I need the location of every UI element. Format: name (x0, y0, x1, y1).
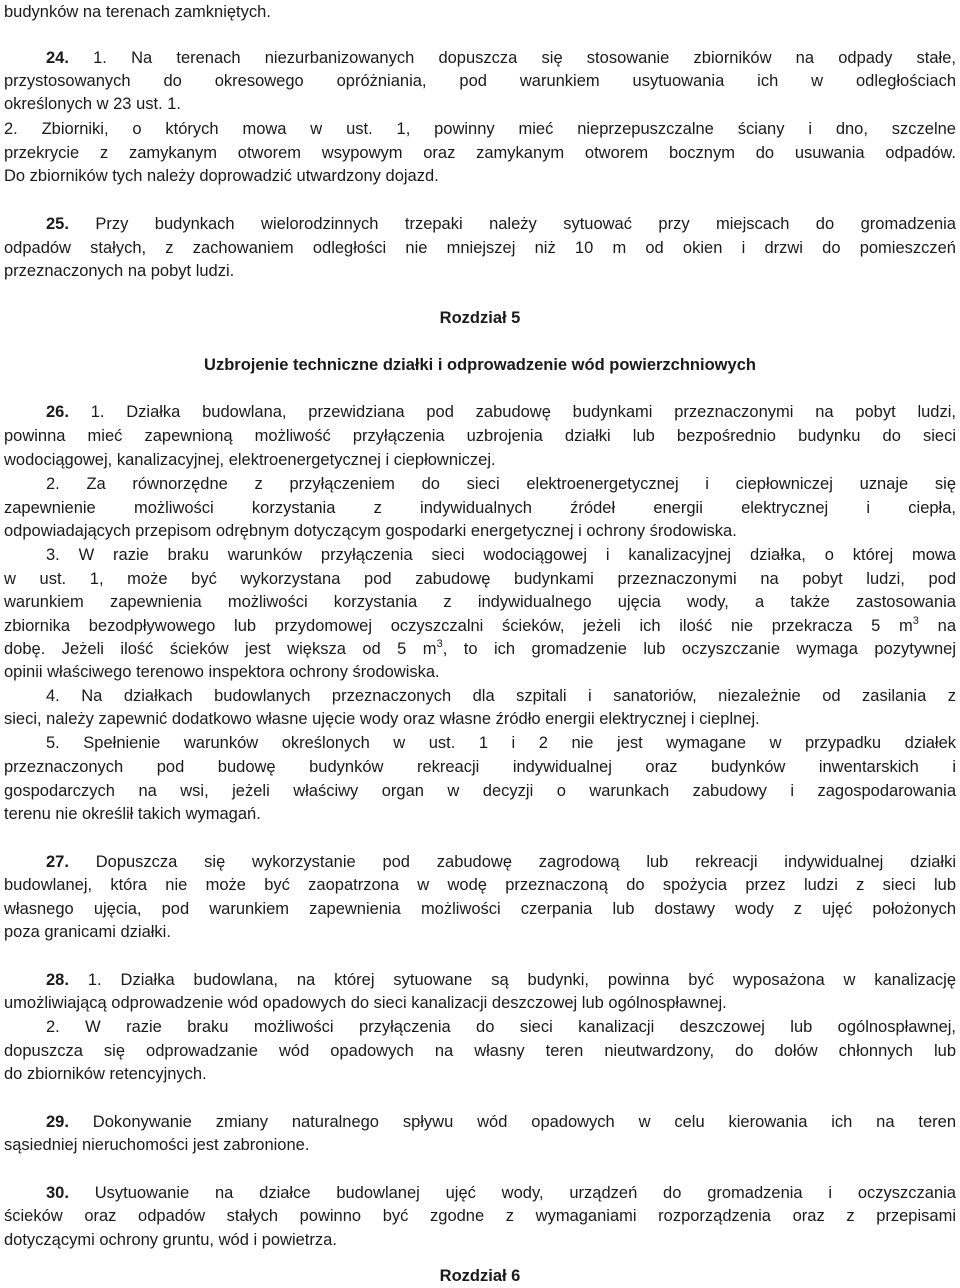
paragraph-26-4-line: 4. Na działkach budowlanych przeznaczonych dla szpitali i sanatoriów, niezależnie od zasilania z (46, 687, 956, 705)
paragraph-26-2-line: zapewnienie możliwości korzystania z indywidualnych źródeł energii elektrycznej i ciepła, (4, 499, 956, 517)
paragraph-25-line: przeznaczonych na pobyt ludzi. (4, 262, 235, 280)
paragraph-27-line: poza granicami działki. (4, 923, 171, 941)
paragraph-26-5-line: 5. Spełnienie warunków określonych w ust. 1 i 2 nie jest wymagane w przypadku działek (46, 734, 956, 752)
paragraph-27-line: budowlanej, która nie może być zaopatrzona w wodę przeznaczoną do spożycia przez ludzi z sieci lub (4, 876, 956, 894)
paragraph-25-line: odpadów stałych, z zachowaniem odległości nie mniejszej niż 10 m od okien i drzwi do pomieszczeń (4, 239, 956, 257)
chapter-title: Uzbrojenie techniczne działki i odprowadzenie wód powierzchniowych (204, 356, 756, 374)
paragraph-26-5-line: terenu nie określił takich wymagań. (4, 805, 261, 823)
superscript: 3 (436, 638, 443, 650)
paragraph-30-line: ścieków oraz odpadów stałych powinno być zgodne z wymaganiami rozporządzenia oraz z przepisami (4, 1207, 956, 1225)
paragraph-30-line: dotyczącymi ochrony gruntu, wód i powietrza. (4, 1231, 337, 1249)
paragraph-26-5-line: gospodarczych na wsi, jeżeli właściwy organ w decyzji o warunkach zabudowy i zagospodarowania (4, 782, 956, 800)
paragraph-28-line: umożliwiającą odprowadzenie wód opadowych do sieci kanalizacji deszczowej lub ogólnospławnej. (4, 994, 727, 1012)
paragraph-26-3-line: warunkiem zapewnienia możliwości korzystania z indywidualnego ujęcia wody, a także zastosowania (4, 593, 956, 611)
paragraph-number: 29. (46, 1113, 69, 1131)
line-text: dobę. Jeżeli ilość ścieków jest większa od 5 m (4, 640, 437, 658)
paragraph-26-3-line (4, 637, 956, 661)
paragraph-26-line: powinna mieć zapewnioną możliwość przyłączenia uzbrojenia działki lub bezpośrednio budynku do sieci (4, 427, 956, 445)
paragraph-29-line: sąsiedniej nieruchomości jest zabronione. (4, 1136, 310, 1154)
paragraph-28-line: 28. 1. Działka budowlana, na której sytuowane są budynki, powinna być wyposażona w kanalizację (46, 971, 956, 989)
paragraph-26-3-line (4, 614, 956, 638)
paragraph-24-line: 24. 1. Na terenach niezurbanizowanych dopuszcza się stosowanie zbiorników na odpady stałe, (46, 49, 956, 67)
paragraph-26-4-line: sieci, należy zapewnić dodatkowo własne ujęcie wody oraz własne źródło energii elektrycznej i cieplnej. (4, 710, 760, 728)
paragraph-number: 30. (46, 1184, 69, 1202)
chapter-heading: Rozdział 5 (439, 309, 521, 327)
text-line: budynków na terenach zamkniętych. (4, 3, 271, 21)
paragraph-28-2-line: 2. W razie braku możliwości przyłączenia do sieci kanalizacji deszczowej lub ogólnospławnej, (46, 1018, 956, 1036)
paragraph-26-line: wodociągowej, kanalizacyjnej, elektroenergetycznej i ciepłowniczej. (4, 451, 496, 469)
paragraph-number: 28. (46, 971, 69, 989)
superscript: 3 (912, 615, 919, 627)
paragraph-26-3-line: 3. W razie braku warunków przyłączenia sieci wodociągowej i kanalizacyjnej działka, o której mowa (46, 546, 956, 564)
paragraph-number: 26. (46, 403, 69, 421)
paragraph-26-5-line: przeznaczonych pod budowę budynków rekreacji indywidualnej oraz budynków inwentarskich i (4, 758, 956, 776)
paragraph-number: 27. (46, 853, 69, 871)
paragraph-24-2-line: 2. Zbiorniki, o których mowa w ust. 1, powinny mieć nieprzepuszczalne ściany i dno, szczelne (4, 120, 956, 138)
paragraph-24-line: przystosowanych do okresowego opróżniania, pod warunkiem usytuowania ich w odległościach (4, 72, 956, 90)
paragraph-26-2-line: odpowiadających przepisom odrębnym dotyczącym gospodarki energetycznej i ochrony środowiska. (4, 522, 737, 540)
paragraph-27-line: własnego ujęcia, pod warunkiem zapewnienia możliwości czerpania lub dostawy wody z ujęć położonych (4, 900, 956, 918)
paragraph-30-line: 30. Usytuowanie na działce budowlanej ujęć wody, urządzeń do gromadzenia i oczyszczania (46, 1184, 956, 1202)
paragraph-28-2-line: do zbiorników retencyjnych. (4, 1065, 207, 1083)
paragraph-25-line: 25. Przy budynkach wielorodzinnych trzepaki należy sytuować przy miejscach do gromadzenia (46, 215, 956, 233)
paragraph-26-line: 26. 1. Działka budowlana, przewidziana pod zabudowę budynkami przeznaczonymi na pobyt ludzi, (46, 403, 956, 421)
paragraph-26-3-line: w ust. 1, może być wykorzystana pod zabudowę budynkami przeznaczonymi na pobyt ludzi, pod (4, 570, 956, 588)
paragraph-26-3-line: opinii właściwego terenowo inspektora ochrony środowiska. (4, 663, 440, 681)
paragraph-24-2-line: Do zbiorników tych należy doprowadzić utwardzony dojazd. (4, 167, 439, 185)
paragraph-27-line: 27. Dopuszcza się wykorzystanie pod zabudowę zagrodową lub rekreacji indywidualnej działki (46, 853, 956, 871)
paragraph-29-line: 29. Dokonywanie zmiany naturalnego spływu wód opadowych w celu kierowania ich na teren (46, 1113, 956, 1131)
paragraph-number: 25. (46, 215, 69, 233)
paragraph-24-2-line: przekrycie z zamykanym otworem wsypowym oraz zamykanym otworem bocznym do usuwania odpadów. (4, 144, 956, 162)
paragraph-24-line: określonych w 23 ust. 1. (4, 95, 182, 113)
paragraph-number: 24. (46, 49, 69, 67)
chapter-heading: Rozdział 6 (439, 1267, 521, 1285)
line-text: na (918, 617, 956, 635)
paragraph-28-2-line: dopuszcza się odprowadzanie wód opadowych na własny teren nieutwardzony, do dołów chłonnych lub (4, 1042, 956, 1060)
line-text: , to ich gromadzenie lub oczyszczanie wymaga pozytywnej (442, 640, 956, 658)
paragraph-26-2-line: 2. Za równorzędne z przyłączeniem do sieci elektroenergetycznej i ciepłowniczej uznaje się (46, 475, 956, 493)
line-text: zbiornika bezodpływowego lub przydomowej oczyszczalni ścieków, jeżeli ich ilość nie przekracza 5 m (4, 617, 913, 635)
